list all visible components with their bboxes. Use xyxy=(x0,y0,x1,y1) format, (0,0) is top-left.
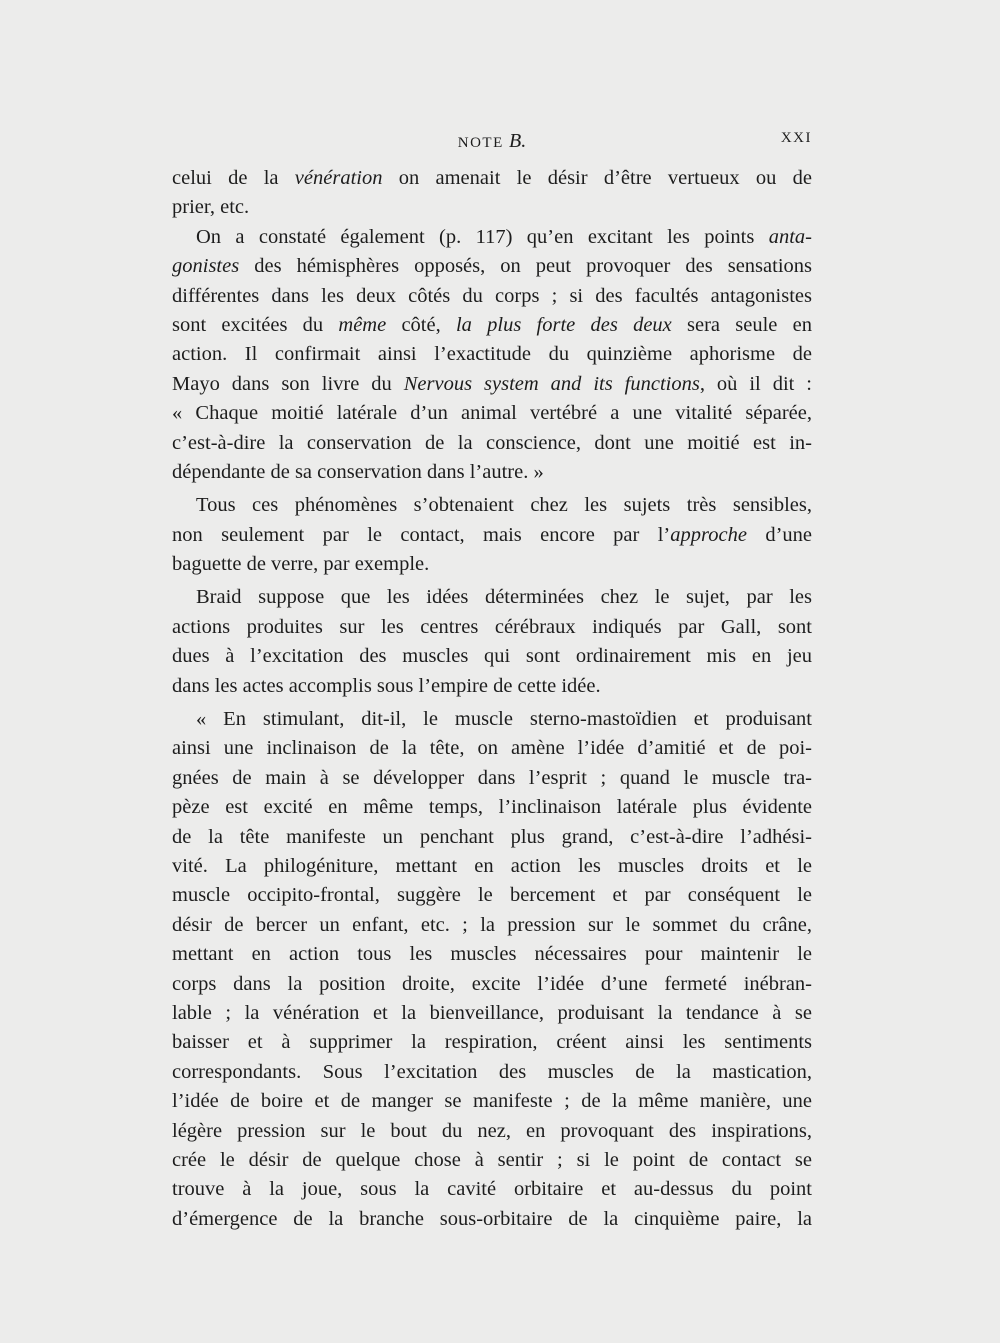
italic-text: vénération xyxy=(294,167,383,189)
text-run: on amenait le désir d’être vertueux ou de xyxy=(382,167,812,189)
text-run: On a constaté également (p. 117) qu’en excitant les points xyxy=(196,225,769,248)
page-number: XXI xyxy=(780,130,812,146)
text-line xyxy=(172,282,812,311)
text-line xyxy=(172,1175,812,1204)
text-run: sera seule en xyxy=(671,313,812,336)
text-run: légère pression sur le bout du nez, en provoquant des inspirations, xyxy=(172,1119,812,1142)
running-head xyxy=(172,130,812,156)
text-run: des hémisphères opposés, on peut provoquer des sensations xyxy=(239,255,812,278)
text-run: côté, xyxy=(386,313,456,336)
text-line xyxy=(172,940,812,969)
text-line xyxy=(172,823,812,852)
running-title-letter: B. xyxy=(509,130,527,152)
text-line xyxy=(172,491,812,520)
text-run: action. Il confirmait ainsi l’exactitude du quinzième aphorisme de xyxy=(172,343,812,366)
italic-text: même xyxy=(338,313,387,336)
text-run: gnées de main à se développer dans l’esprit ; quand le muscle tra- xyxy=(172,766,812,789)
text-run: prier, etc. xyxy=(172,196,250,219)
text-line xyxy=(172,583,812,612)
text-run: corps dans la position droite, excite l’idée d’une fermeté inébran- xyxy=(172,972,812,995)
text-line xyxy=(172,672,812,701)
text-run: crée le désir de quelque chose à sentir ; si le point de contact se xyxy=(172,1148,812,1171)
text-run: ainsi une inclinaison de la tête, on amène l’idée d’amitié et de poi- xyxy=(172,737,812,760)
text-line xyxy=(172,1087,812,1116)
italic-text: gonistes xyxy=(172,255,240,278)
text-run: trouve à la joue, sous la cavité orbitaire et au-dessus du point xyxy=(172,1178,812,1201)
text-line xyxy=(172,193,812,222)
text-run: c’est-à-dire la conservation de la conscience, dont une moitié est in- xyxy=(172,431,812,454)
text-run: dues à l’excitation des muscles qui sont ordinairement mis en jeu xyxy=(172,645,812,668)
text-run: « En stimulant, dit-il, le muscle sterno-mastoïdien et produisant xyxy=(196,708,812,731)
text-line xyxy=(172,613,812,642)
text-run: dans les actes accomplis sous l’empire de cette idée. xyxy=(172,674,601,697)
text-line xyxy=(172,252,812,281)
text-run: Tous ces phénomènes s’obtenaient chez les sujets très sensibles, xyxy=(196,494,812,517)
text-run: l’idée de boire et de manger se manifeste ; de la même manière, une xyxy=(172,1090,812,1113)
body-text xyxy=(172,164,812,1234)
running-title-word: NOTE xyxy=(457,135,504,151)
text-line xyxy=(172,550,812,579)
text-run: dépendante de sa conservation dans l’autre. » xyxy=(172,460,544,483)
text-line xyxy=(172,852,812,881)
text-line xyxy=(172,1146,812,1175)
text-run: désir de bercer un enfant, etc. ; la pression sur le sommet du crâne, xyxy=(172,913,812,936)
text-line xyxy=(172,399,812,428)
text-run: lable ; la vénération et la bienveillance, produisant la tendance à se xyxy=(172,1001,812,1024)
text-run: Mayo dans son livre du xyxy=(172,372,404,395)
text-line xyxy=(172,1028,812,1057)
text-run: actions produites sur les centres cérébraux indiqués par Gall, sont xyxy=(172,615,812,638)
italic-text: la plus forte des deux xyxy=(455,313,672,336)
text-line xyxy=(172,370,812,399)
text-run: muscle occipito-frontal, suggère le bercement et par conséquent le xyxy=(172,884,812,907)
text-line xyxy=(172,521,812,550)
text-line xyxy=(172,1117,812,1146)
text-line xyxy=(172,340,812,369)
text-run: « Chaque moitié latérale d’un animal vertébré a une vitalité séparée, xyxy=(172,402,812,425)
text-run: pèze est excité en même temps, l’inclinaison latérale plus évidente xyxy=(172,796,812,819)
text-run: correspondants. Sous l’excitation des muscles de la mastication, xyxy=(172,1060,812,1083)
text-run: de la tête manifeste un penchant plus grand, c’est-à-dire l’adhési- xyxy=(172,825,812,848)
text-line xyxy=(172,793,812,822)
text-line xyxy=(172,970,812,999)
text-run: vité. La philogéniture, mettant en action les muscles droits et le xyxy=(172,854,812,877)
italic-text: Nervous system and its functions xyxy=(403,372,700,395)
text-run: baisser et à supprimer la respiration, créent ainsi les sentiments xyxy=(172,1031,812,1054)
text-line xyxy=(172,911,812,940)
text-run: non seulement par le contact, mais encore par l’ xyxy=(172,523,671,546)
text-run: , où il dit : xyxy=(699,372,813,395)
text-run: d’émergence de la branche sous-orbitaire de la cinquième paire, la xyxy=(172,1207,812,1230)
text-line xyxy=(172,1058,812,1087)
italic-text: approche xyxy=(670,523,747,546)
text-run: sont excitées du xyxy=(172,313,339,336)
text-line xyxy=(172,642,812,671)
text-run: Braid suppose que les idées déterminées chez le sujet, par les xyxy=(196,586,812,609)
text-run: d’une xyxy=(746,523,812,546)
text-line xyxy=(172,429,812,458)
text-line xyxy=(172,734,812,763)
text-line xyxy=(172,311,812,340)
text-line xyxy=(172,1205,812,1234)
text-run: mettant en action tous les muscles nécessaires pour maintenir le xyxy=(172,943,812,966)
text-line xyxy=(172,999,812,1028)
running-title xyxy=(172,130,812,153)
text-line xyxy=(172,458,812,487)
text-line xyxy=(172,164,812,193)
text-line xyxy=(172,705,812,734)
text-line xyxy=(172,881,812,910)
text-line xyxy=(172,764,812,793)
text-line xyxy=(172,223,812,252)
text-run: celui de la xyxy=(172,167,295,189)
text-run: baguette de verre, par exemple. xyxy=(172,553,430,576)
italic-text: anta- xyxy=(768,225,812,248)
text-run: différentes dans les deux côtés du corps ; si des facultés antagonistes xyxy=(172,284,812,307)
